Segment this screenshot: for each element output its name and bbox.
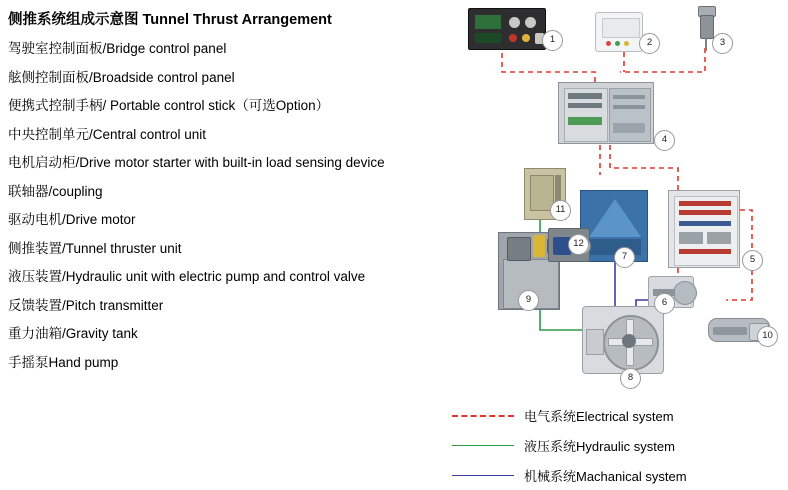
drive-motor-starter[interactable]: [668, 190, 740, 268]
electric-pump: [507, 237, 531, 261]
contactor: [679, 232, 703, 244]
list-item: 手摇泵Hand pump: [8, 354, 119, 370]
list-item: 驱动电机/Drive motor: [8, 212, 136, 227]
badge-6: 6: [654, 293, 675, 314]
indicator-lamp: [522, 34, 530, 42]
wiring-red: [679, 210, 731, 215]
badge-8: 8: [620, 368, 641, 389]
control-knob[interactable]: [525, 17, 536, 28]
badge-9: 9: [518, 290, 539, 311]
legend-swatch-electrical: [452, 415, 514, 417]
gear-housing: [586, 329, 604, 355]
page-title: 侧推系统组成示意图 Tunnel Thrust Arrangement: [8, 12, 332, 28]
central-control-unit[interactable]: [558, 82, 654, 144]
display-screen: [475, 15, 501, 29]
terminal-strip: [568, 93, 602, 99]
control-valve: [533, 235, 545, 257]
list-item: 重力油箱/Gravity tank: [8, 326, 138, 341]
terminal-strip: [613, 105, 645, 109]
list-item: 舷侧控制面板/Broadside control panel: [8, 69, 235, 85]
transmitter-rod: [713, 327, 747, 335]
stick-cord: [705, 37, 707, 51]
list-item: 便携式控制手柄/ Portable control stick（可选Option）: [8, 98, 330, 113]
legend-swatch-mechanical: [452, 475, 514, 476]
display-screen-secondary: [475, 33, 501, 43]
badge-12: 12: [568, 234, 589, 255]
contactor: [707, 232, 731, 244]
badge-1: 1: [542, 30, 563, 51]
legend-swatch-hydraulic: [452, 445, 514, 446]
stick-grip: [700, 15, 714, 39]
control-knob[interactable]: [509, 17, 520, 28]
badge-4: 4: [654, 130, 675, 151]
terminal-strip: [613, 95, 645, 99]
list-item: 侧推装置/Tunnel thruster unit: [8, 240, 182, 256]
emergency-button[interactable]: [509, 34, 517, 42]
legend-label-mechanical: 机械系统Machanical system: [524, 469, 687, 484]
system-diagram: [440, 0, 788, 400]
list-item: 反馈装置/Pitch transmitter: [8, 297, 164, 313]
list-item: 驾驶室控制面板/Bridge control panel: [8, 41, 227, 56]
badge-7: 7: [614, 247, 635, 268]
wiring-blue: [679, 221, 731, 226]
indicator-green: [615, 41, 620, 46]
legend-key: [452, 405, 772, 485]
thruster-body: [589, 199, 641, 237]
cabinet-interior: [674, 196, 738, 266]
terminal-strip: [568, 103, 602, 108]
propeller-blade: [626, 345, 634, 366]
tunnel-propeller-unit[interactable]: [582, 306, 664, 374]
wiring-red: [679, 249, 731, 254]
breaker-block: [613, 123, 645, 133]
broadside-control-panel[interactable]: [595, 12, 643, 52]
list-item: 联轴器/coupling: [8, 183, 103, 199]
tunnel-thruster-unit[interactable]: [580, 190, 648, 262]
badge-10: 10: [757, 326, 778, 347]
badge-5: 5: [742, 250, 763, 271]
list-item: 中央控制单元/Central control unit: [8, 126, 207, 142]
wire-4-to-5: [610, 145, 678, 195]
wiring-red: [679, 201, 731, 206]
badge-2: 2: [639, 33, 660, 54]
panel-face: [602, 18, 640, 38]
indicator-amber: [624, 41, 629, 46]
indicator-red: [606, 41, 611, 46]
bridge-control-panel[interactable]: [468, 8, 546, 50]
badge-11: 11: [550, 200, 571, 221]
component-list: [8, 8, 458, 379]
list-item: 电机启动柜/Drive motor starter with built-in load sensing device: [8, 155, 385, 170]
list-item: 液压装置/Hydraulic unit with electric pump and control valve: [8, 269, 366, 284]
legend-label-hydraulic: 液压系统Hydraulic system: [524, 439, 675, 454]
propeller-hub: [622, 334, 636, 348]
coupling-hub: [673, 281, 697, 305]
badge-3: 3: [712, 33, 733, 54]
module-row: [568, 117, 602, 125]
legend-label-electrical: 电气系统Electrical system: [524, 409, 674, 424]
